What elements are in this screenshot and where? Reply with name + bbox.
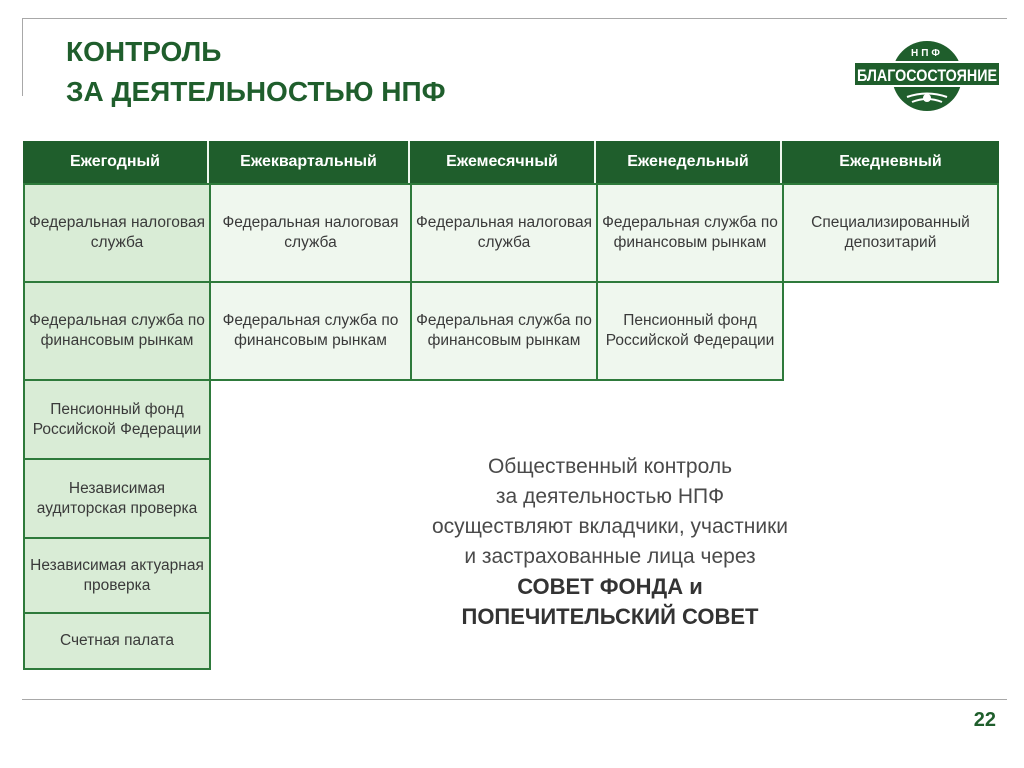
quarterly-cell-2: Федеральная служба по финансовым рынкам	[209, 281, 412, 381]
note-line-4: и застрахованные лица через	[464, 545, 756, 568]
header-daily: Ежедневный	[782, 141, 999, 183]
note-strong-2: ПОПЕЧИТЕЛЬСКИЙ СОВЕТ	[461, 604, 759, 629]
title-line-2: ЗА ДЕЯТЕЛЬНОСТЬЮ НПФ	[66, 76, 446, 107]
annual-cell-5: Независимая актуарная проверка	[23, 537, 211, 614]
annual-cell-3: Пенсионный фонд Российской Федерации	[23, 379, 211, 460]
public-control-note	[380, 452, 840, 632]
note-line-2: за деятельностью НПФ	[495, 485, 725, 508]
page-number: 22	[973, 709, 996, 731]
header-quarterly: Ежеквартальный	[209, 141, 410, 183]
footer-line	[22, 699, 1007, 700]
logo	[852, 40, 1002, 114]
annual-cell-1: Федеральная налоговая служба	[23, 183, 211, 283]
note-line-1: Общественный контроль	[487, 455, 733, 478]
logo-top-text: НПФ	[911, 48, 943, 59]
header-weekly: Еженедельный	[596, 141, 782, 183]
frame-top-line	[22, 18, 1007, 19]
frame-vertical-line	[22, 18, 23, 96]
logo-emblem-icon	[923, 94, 931, 102]
annual-cell-6: Счетная палата	[23, 612, 211, 670]
daily-cell-1: Специализированный депозитарий	[782, 183, 999, 283]
annual-cell-4: Независимая аудиторская проверка	[23, 458, 211, 539]
weekly-cell-1: Федеральная служба по финансовым рынкам	[596, 183, 784, 283]
quarterly-cell-1: Федеральная налоговая служба	[209, 183, 412, 283]
slide-title	[66, 32, 446, 112]
note-line-3: осуществляют вкладчики, участники	[431, 515, 789, 538]
header-annual: Ежегодный	[23, 141, 209, 183]
monthly-cell-1: Федеральная налоговая служба	[410, 183, 598, 283]
monthly-cell-2: Федеральная служба по финансовым рынкам	[410, 281, 598, 381]
title-line-1: КОНТРОЛЬ	[66, 36, 222, 67]
logo-brand-text: БЛАГОСОСТОЯНИЕ	[857, 67, 997, 85]
weekly-cell-2: Пенсионный фонд Российской Федерации	[596, 281, 784, 381]
note-strong-1: СОВЕТ ФОНДА и	[517, 574, 703, 599]
header-monthly: Ежемесячный	[410, 141, 596, 183]
annual-cell-2: Федеральная служба по финансовым рынкам	[23, 281, 211, 381]
